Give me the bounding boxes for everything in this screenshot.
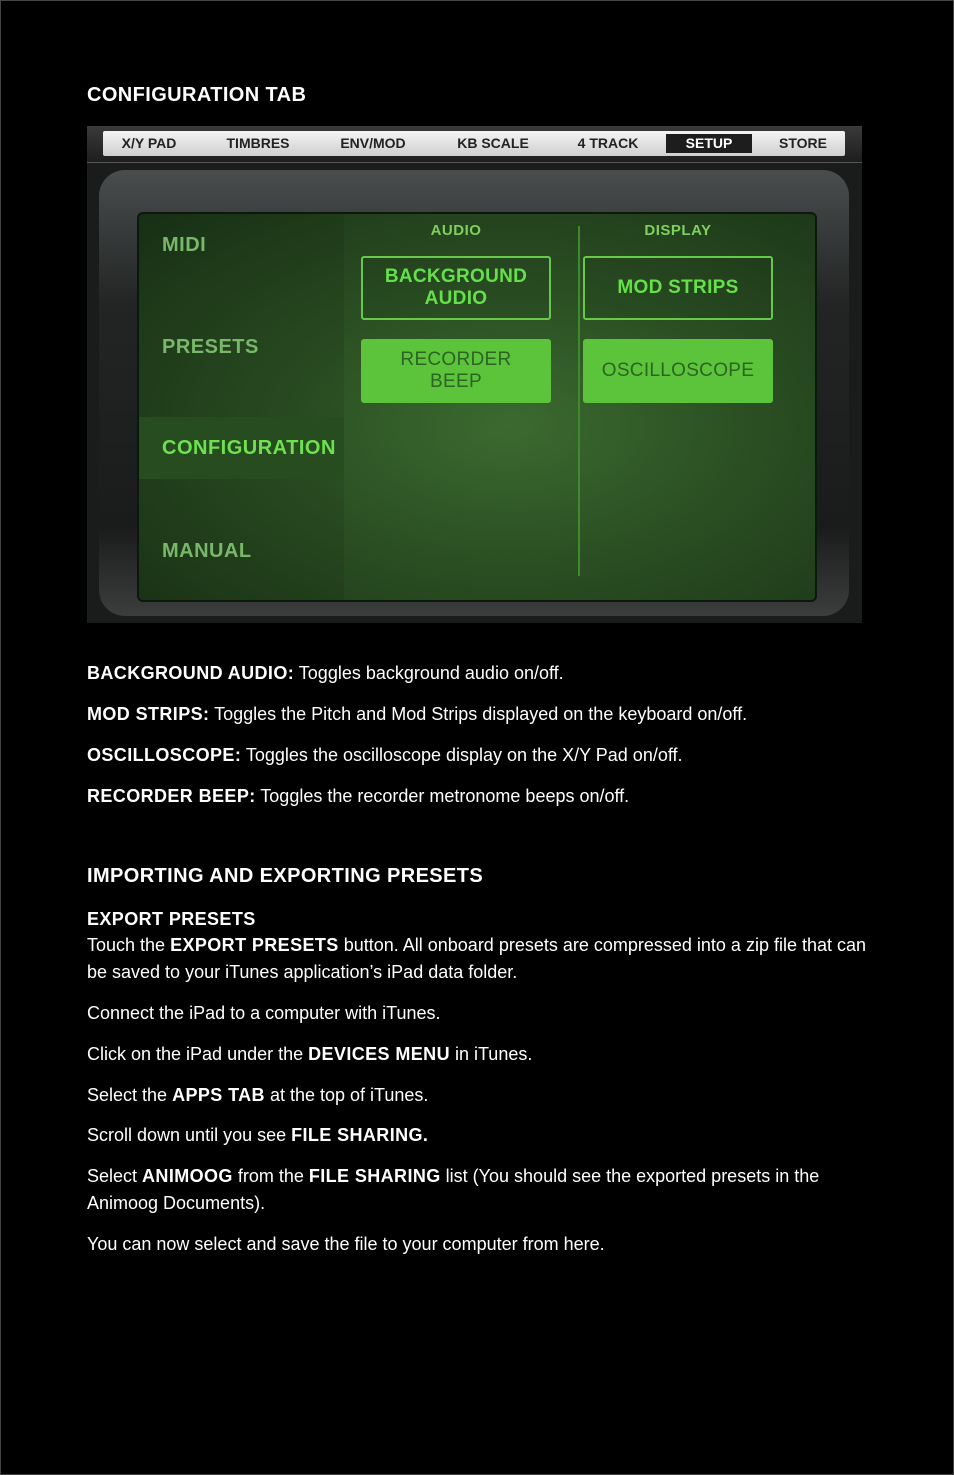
text-run-bold: DEVICES MENU — [308, 1044, 450, 1064]
export-paragraph-3 — [87, 1041, 877, 1068]
text-run-bold: EXPORT PRESETS — [170, 935, 339, 955]
export-paragraph-5 — [87, 1122, 877, 1149]
section-heading-import-export: IMPORTING AND EXPORTING PRESETS — [87, 865, 484, 887]
recorder-beep-toggle[interactable] — [361, 339, 551, 403]
export-paragraph-6 — [87, 1163, 877, 1217]
tab-timbres[interactable]: TIMBRES — [226, 135, 290, 151]
display-column-heading: DISPLAY — [644, 222, 712, 239]
tab-env-mod[interactable]: ENV/MOD — [340, 135, 406, 151]
background-audio-label: BACKGROUND AUDIO — [384, 266, 528, 309]
text-run: Touch the — [87, 935, 171, 955]
text-run: list (You should see the exported presets in the Animoog Documents). — [87, 1166, 820, 1213]
export-paragraph-4 — [87, 1082, 877, 1109]
export-paragraph-7: You can now select and save the file to your computer from here. — [87, 1234, 605, 1254]
sidebar-item-midi[interactable]: MIDI — [162, 234, 207, 256]
definition-text: Toggles the Pitch and Mod Strips displayed on the keyboard on/off. — [209, 704, 748, 724]
definition-oscilloscope — [87, 742, 877, 769]
screen-bezel — [99, 170, 849, 616]
configuration-screenshot — [87, 126, 862, 623]
sidebar-item-presets[interactable]: PRESETS — [162, 336, 259, 358]
section-heading-configuration: CONFIGURATION TAB — [87, 84, 307, 106]
text-run: Select the — [87, 1085, 173, 1105]
definition-text: Toggles background audio on/off. — [294, 663, 564, 683]
definition-background-audio — [87, 660, 877, 687]
export-paragraph-1 — [87, 932, 877, 986]
oscilloscope-toggle[interactable] — [583, 339, 773, 403]
definition-text: Toggles the recorder metronome beeps on/off. — [255, 786, 630, 806]
text-run: in iTunes. — [449, 1044, 533, 1064]
column-divider — [578, 226, 580, 576]
mod-strips-toggle[interactable] — [583, 256, 773, 320]
text-run: Scroll down until you see — [87, 1125, 292, 1145]
audio-column-heading: AUDIO — [430, 222, 482, 239]
export-paragraph-2: Connect the iPad to a computer with iTunes. — [87, 1003, 441, 1023]
tab-strip — [103, 131, 845, 156]
tab-bar — [87, 126, 862, 163]
text-run-bold: APPS TAB — [172, 1085, 265, 1105]
definition-term: BACKGROUND AUDIO: — [87, 663, 295, 683]
definition-text: Toggles the oscilloscope display on the X/Y Pad on/off. — [241, 745, 683, 765]
setup-screen — [137, 212, 817, 602]
text-run: Select — [87, 1166, 143, 1186]
text-run: at the top of iTunes. — [264, 1085, 429, 1105]
recorder-beep-label: RECORDER BEEP — [400, 349, 512, 392]
text-run-bold: FILE SHARING — [308, 1166, 441, 1186]
definition-term: MOD STRIPS: — [87, 704, 210, 724]
export-presets-subheading: EXPORT PRESETS — [87, 909, 256, 929]
text-run: Click on the iPad under the — [87, 1044, 309, 1064]
text-run: button. All onboard presets are compressed into a zip file that can be saved to your iTunes application’s iPad data folder. — [87, 935, 867, 982]
tab-4-track[interactable]: 4 TRACK — [577, 135, 639, 151]
text-run-bold: ANIMOOG — [142, 1166, 233, 1186]
mod-strips-label: MOD STRIPS — [617, 277, 739, 298]
definition-recorder-beep — [87, 783, 877, 810]
definition-term: OSCILLOSCOPE: — [87, 745, 242, 765]
sidebar-item-configuration[interactable]: CONFIGURATION — [139, 417, 344, 479]
sidebar-item-manual[interactable]: MANUAL — [162, 540, 252, 562]
text-run: from the — [232, 1166, 309, 1186]
tab-store[interactable]: STORE — [779, 135, 827, 151]
tab-kb-scale[interactable]: KB SCALE — [457, 135, 529, 151]
background-audio-toggle[interactable] — [361, 256, 551, 320]
oscilloscope-label: OSCILLOSCOPE — [601, 360, 755, 381]
definition-mod-strips — [87, 701, 877, 728]
tab-setup[interactable]: SETUP — [666, 134, 752, 153]
text-run-bold: FILE SHARING. — [291, 1125, 429, 1145]
definition-term: RECORDER BEEP: — [87, 786, 256, 806]
tab-xy-pad[interactable]: X/Y PAD — [121, 135, 177, 151]
